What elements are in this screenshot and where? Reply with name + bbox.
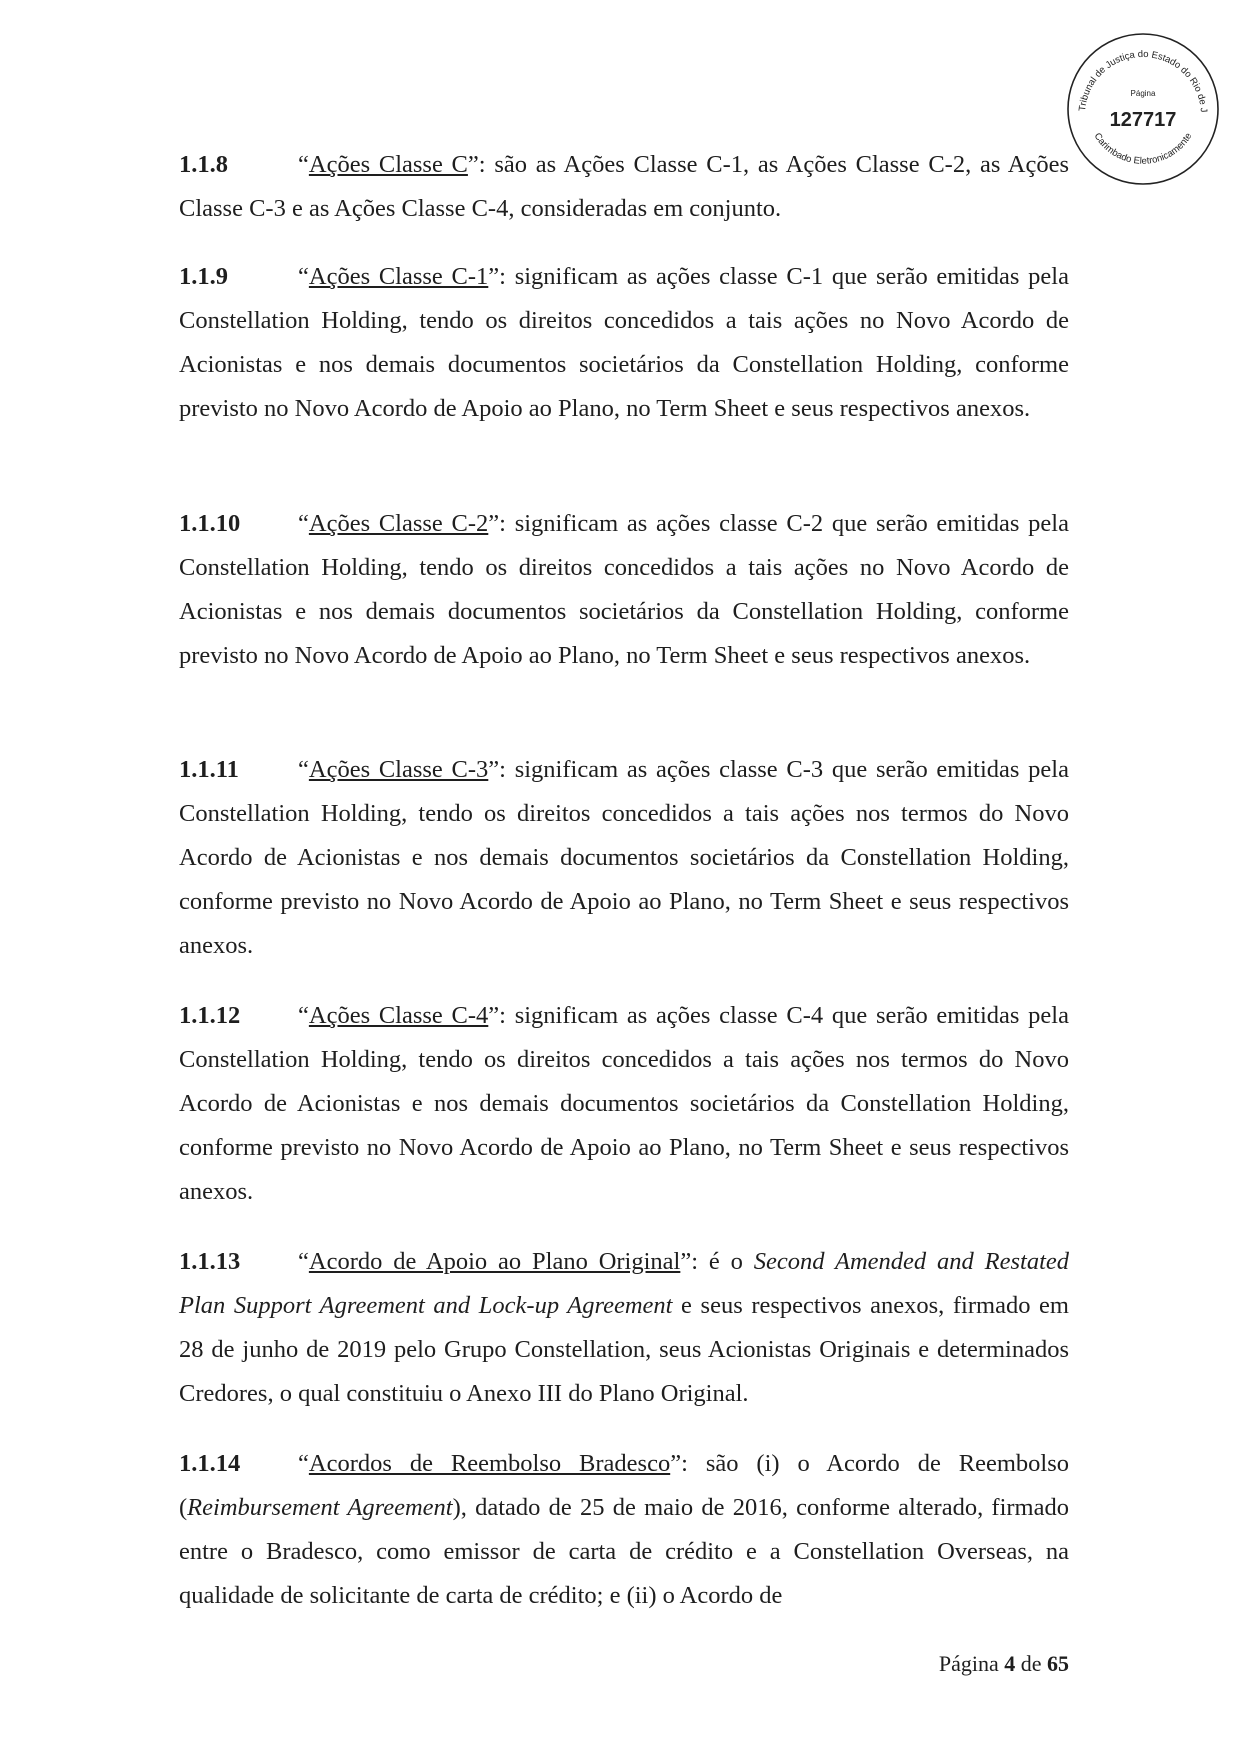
clause-number: 1.1.11 xyxy=(179,756,239,783)
stamp-number: 127717 xyxy=(1109,109,1177,131)
defined-term: Acordos de Reembolso Bradesco xyxy=(308,1450,671,1477)
clause-text: : significam as ações classe C-3 que serão emitidas pela Constellation Holding, tendo os direitos concedidos a tais ações nos termos do Novo Acordo de Acionistas e nos demais documentos societários da Constellation Holding, conforme previsto no Novo Acordo de Apoio ao Plano, no Term Sheet e seus respectivos anexos. xyxy=(179,756,1069,959)
clause-number: 1.1.12 xyxy=(179,1002,241,1029)
clause-number: 1.1.8 xyxy=(179,151,228,178)
clause-text: : são as Ações Classe C-1, as Ações Classe C-2, as Ações Classe C-3 e as Ações Classe C-4, consideradas em conjunto. xyxy=(179,151,1069,222)
clause-text: : significam as ações classe C-1 que serão emitidas pela Constellation Holding, tendo os direitos concedidos a tais ações no Novo Acordo de Acionistas e nos demais documentos societários da Constellation Holding, conforme previsto no Novo Acordo de Apoio ao Plano, no Term Sheet e seus respectivos anexos. xyxy=(179,263,1069,422)
current-page: 4 xyxy=(1004,1651,1016,1676)
footer-middle: de xyxy=(1015,1651,1047,1676)
clause-1-1-9: 1.1.9 “Ações Classe C-1”: significam as ações classe C-1 que serão emitidas pela Constellation Holding, tendo os direitos concedidos a tais ações no Novo Acordo de Acionistas e nos demais documentos societários da Constellation Holding, conforme previsto no Novo Acordo de Apoio ao Plano, no Term Sheet e seus respectivos anexos. xyxy=(179,255,1069,431)
clause-1-1-13: 1.1.13 “Acordo de Apoio ao Plano Original”: é o Second Amended and Restated Plan Support Agreement and Lock-up Agreement e seus respectivos anexos, firmado em 28 de junho de 2019 pelo Grupo Constellation, seus Acionistas Originais e determinados Credores, o qual constituiu o Anexo III do Plano Original. xyxy=(179,1240,1069,1416)
page-number-footer xyxy=(939,1651,1069,1677)
defined-term: Acordo de Apoio ao Plano Original xyxy=(308,1248,681,1275)
clause-italic-text: Reimbursement Agreement xyxy=(187,1494,453,1521)
clause-number: 1.1.14 xyxy=(179,1450,241,1477)
clause-1-1-11: 1.1.11 “Ações Classe C-3”: significam as ações classe C-3 que serão emitidas pela Constellation Holding, tendo os direitos concedidos a tais ações nos termos do Novo Acordo de Acionistas e nos demais documentos societários da Constellation Holding, conforme previsto no Novo Acordo de Apoio ao Plano, no Term Sheet e seus respectivos anexos. xyxy=(179,748,1069,968)
defined-term: Ações Classe C xyxy=(308,151,468,178)
clause-text: e seus respectivos anexos, firmado em 28 de junho de 2019 pelo Grupo Constellation, seus Acionistas Originais e determinados Credores, o qual constituiu o Anexo III do Plano Original. xyxy=(179,1292,1069,1407)
clause-1-1-12: 1.1.12 “Ações Classe C-4”: significam as ações classe C-4 que serão emitidas pela Constellation Holding, tendo os direitos concedidos a tais ações nos termos do Novo Acordo de Acionistas e nos demais documentos societários da Constellation Holding, conforme previsto no Novo Acordo de Apoio ao Plano, no Term Sheet e seus respectivos anexos. xyxy=(179,994,1069,1214)
court-stamp xyxy=(1063,29,1223,189)
defined-term: Ações Classe C-1 xyxy=(308,263,489,290)
clause-text: : são (i) o Acordo de Reembolso ( xyxy=(179,1450,1069,1521)
clause-number: 1.1.13 xyxy=(179,1248,241,1275)
defined-term: Ações Classe C-3 xyxy=(308,756,489,783)
defined-term: Ações Classe C-4 xyxy=(308,1002,489,1029)
clause-number: 1.1.10 xyxy=(179,510,241,537)
clause-1-1-14: 1.1.14 “Acordos de Reembolso Bradesco”: são (i) o Acordo de Reembolso (Reimbursement Agreement), datado de 25 de maio de 2016, conforme alterado, firmado entre o Bradesco, como emissor de carta de crédito e a Constellation Overseas, na qualidade de solicitante de carta de crédito; e (ii) o Acordo de xyxy=(179,1442,1069,1618)
stamp-label: Página xyxy=(1130,89,1156,98)
stamp-seal-icon xyxy=(1063,29,1223,189)
clause-text: ), datado de 25 de maio de 2016, conforme alterado, firmado entre o Bradesco, como emissor de carta de crédito e a Constellation Overseas, na qualidade de solicitante de carta de crédito; e (ii) o Acordo de xyxy=(179,1494,1069,1609)
defined-term: Ações Classe C-2 xyxy=(308,510,489,537)
stamp-bottom-text: Carimbado Eletronicamente xyxy=(1091,130,1195,167)
footer-prefix: Página xyxy=(938,1651,1005,1676)
clause-1-1-10: 1.1.10 “Ações Classe C-2”: significam as ações classe C-2 que serão emitidas pela Constellation Holding, tendo os direitos concedidos a tais ações no Novo Acordo de Acionistas e nos demais documentos societários da Constellation Holding, conforme previsto no Novo Acordo de Apoio ao Plano, no Term Sheet e seus respectivos anexos. xyxy=(179,502,1069,678)
clause-text: : significam as ações classe C-4 que serão emitidas pela Constellation Holding, tendo os direitos concedidos a tais ações nos termos do Novo Acordo de Acionistas e nos demais documentos societários da Constellation Holding, conforme previsto no Novo Acordo de Apoio ao Plano, no Term Sheet e seus respectivos anexos. xyxy=(179,1002,1069,1205)
stamp-top-text: Tribunal de Justiça do Estado do Rio de J xyxy=(1077,48,1209,113)
clause-italic-text: Second Amended and Restated Plan Support Agreement and Lock-up Agreement xyxy=(179,1248,1070,1319)
clause-text: : significam as ações classe C-2 que serão emitidas pela Constellation Holding, tendo os direitos concedidos a tais ações no Novo Acordo de Acionistas e nos demais documentos societários da Constellation Holding, conforme previsto no Novo Acordo de Apoio ao Plano, no Term Sheet e seus respectivos anexos. xyxy=(179,510,1069,669)
clause-1-1-8: 1.1.8 “Ações Classe C”: são as Ações Classe C-1, as Ações Classe C-2, as Ações Classe C-3 e as Ações Classe C-4, consideradas em conjunto. xyxy=(179,143,1069,231)
total-pages: 65 xyxy=(1047,1651,1069,1676)
clause-text: : é o xyxy=(691,1248,754,1275)
clause-number: 1.1.9 xyxy=(179,263,228,290)
